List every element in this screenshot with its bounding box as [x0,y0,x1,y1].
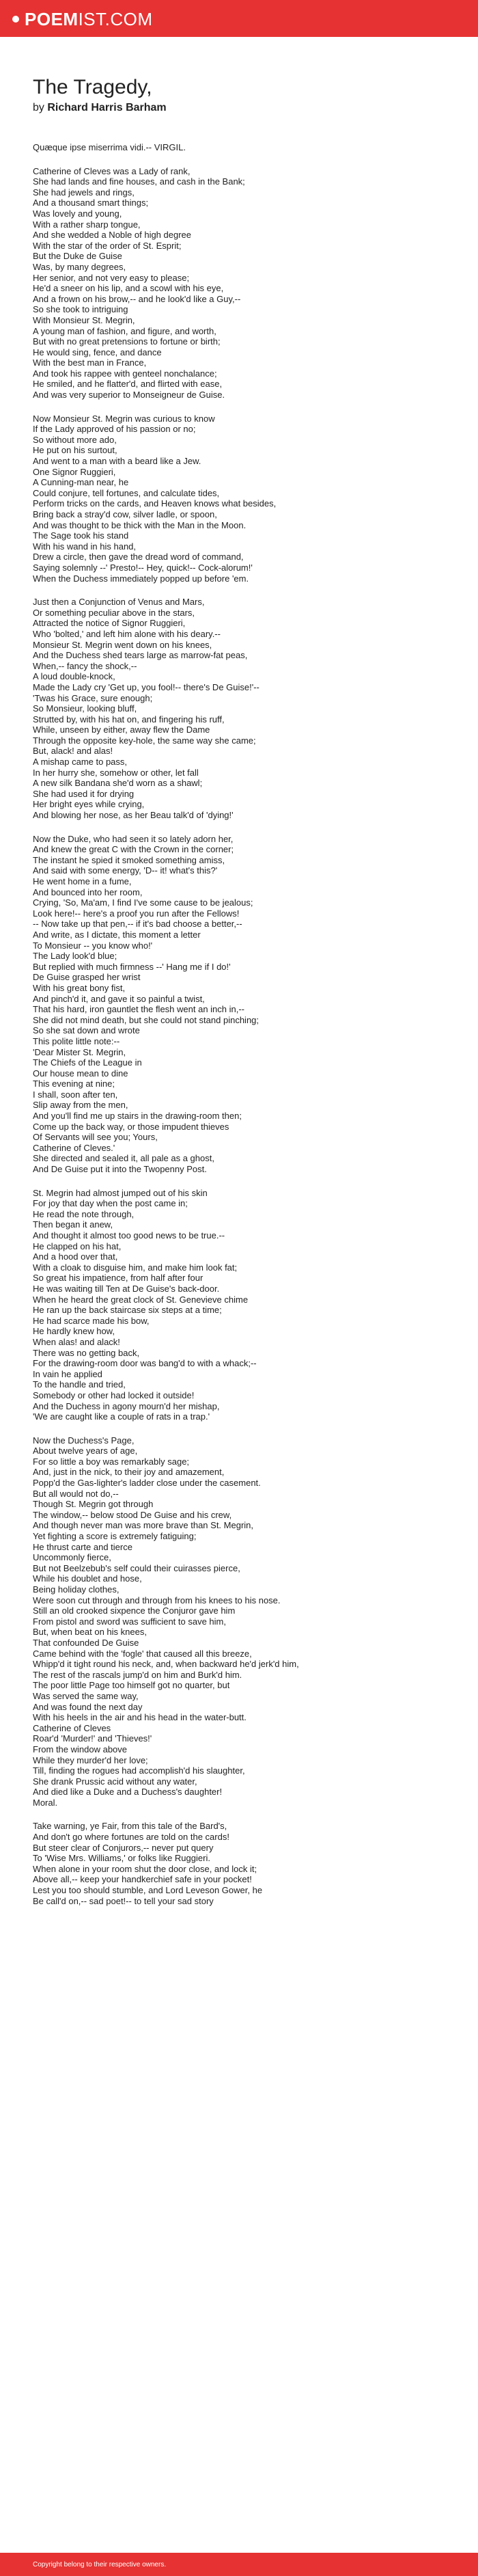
poem-line: He was waiting till Ten at De Guise's back-door. [33,1283,220,1294]
poem-line: De Guise grasped her wrist [33,972,141,983]
poem-line: Whipp'd it tight round his neck, and, when backward he'd jerk'd him, [33,1659,299,1670]
poem-line: But replied with much firmness --' Hang me if I do!' [33,961,231,972]
stanza [33,834,442,1175]
poem-line: I shall, soon after ten, [33,1089,118,1100]
poem-line: So she sat down and wrote [33,1025,140,1036]
poem-line: And write, as I dictate, this moment a letter [33,929,201,940]
poem-line: With the star of the order of St. Esprit; [33,240,182,251]
poem-line: Catherine of Cleves [33,1722,111,1733]
poem-line: Though St. Megrin got through [33,1499,154,1510]
poem-line: While, unseen by either, away flew the Dame [33,724,210,735]
poem-line: For so little a boy was remarkably sage; [33,1456,190,1467]
poem-line: For joy that day when the post came in; [33,1198,188,1209]
poem-line: Crying, 'So, Ma'am, I find I've some cause to be jealous; [33,897,253,908]
poem-line: She drank Prussic acid without any water, [33,1776,197,1787]
poem-line: Then began it anew, [33,1219,113,1230]
poem-byline [33,101,442,115]
poem-line: He would sing, fence, and dance [33,347,162,357]
logo-dot-icon [12,16,19,23]
poem-line: With Monsieur St. Megrin, [33,314,135,325]
poem-line: And blowing her nose, as her Beau talk'd of 'dying!' [33,810,234,821]
poem-line: Attracted the notice of Signor Ruggieri, [33,618,186,629]
poem-line: When he heard the great clock of St. Genevieve chime [33,1294,249,1305]
poem-line: In her hurry she, somehow or other, let fall [33,767,199,778]
poem-line: Our house mean to dine [33,1068,128,1079]
poem-line: But, when beat on his knees, [33,1627,147,1638]
poem-line: In vain he applied [33,1368,102,1379]
poem-title: The Tragedy, [33,76,152,98]
poem-line: And she wedded a Noble of high degree [33,230,192,241]
poem-line: And though never man was more brave than St. Megrin, [33,1520,254,1531]
poem-line: Be call'd on,-- sad poet!-- to tell your sad story [33,1895,214,1906]
poem-line: And was thought to be thick with the Man in the Moon. [33,519,247,530]
poem-line: And the Duchess shed tears large as marrow-fat peas, [33,650,248,661]
poem-line: Were soon cut through and through from his knees to his nose. [33,1595,281,1605]
poem-line: With his great bony fist, [33,982,126,993]
poem-line: There was no getting back, [33,1347,140,1358]
poem-line: He read the note through, [33,1208,135,1219]
poem-line: When the Duchess immediately popped up before 'em. [33,573,249,584]
poem-line: And thought it almost too good news to be true.-- [33,1230,225,1240]
poem-line: He clapped on his hat, [33,1240,122,1251]
poem-line: A new silk Bandana she'd worn as a shawl; [33,778,203,789]
poem-line: With his wand in his hand, [33,541,137,552]
stanza [33,1435,442,1808]
poem-line: So great his impatience, from half after four [33,1273,203,1284]
poem-line: Through the opposite key-hole, the same way she came; [33,735,256,746]
poem-line: When alone in your room shut the door close, and lock it; [33,1863,257,1874]
poem-line: So she took to intriguing [33,304,128,315]
logo-light-text: IST.COM [78,8,153,29]
site-logo[interactable] [12,10,153,29]
poem-line: Slip away from the men, [33,1100,128,1111]
poem-line: And knew the great C with the Crown in the corner; [33,844,234,855]
poem-line: She had lands and fine houses, and cash in the Bank; [33,176,245,187]
poem-line: Quæque ipse miserrima vidi.-- VIRGIL. [33,142,186,152]
poem-line: Strutted by, with his hat on, and fingering his ruff, [33,714,225,724]
poem-line: She did not mind death, but she could not stand pinching; [33,1014,259,1025]
poem-line: From the window above [33,1744,128,1754]
poem-line: Was served the same way, [33,1690,139,1701]
poem-line: Somebody or other had locked it outside! [33,1389,195,1400]
stanza [33,413,442,584]
site-footer [0,2553,478,2576]
poem-line: To Monsieur -- you know who!' [33,940,153,951]
poem-line: That confounded De Guise [33,1637,139,1648]
poem-line: Perform tricks on the cards, and Heaven knows what besides, [33,498,277,509]
poem-line: Roar'd 'Murder!' and 'Thieves!' [33,1733,152,1744]
poem-line: One Signor Ruggieri, [33,466,116,477]
poem-line: Monsieur St. Megrin went down on his knees, [33,639,212,650]
site-header [0,0,478,37]
poem-line: The poor little Page too himself got no quarter, but [33,1680,230,1691]
poem-line: The Sage took his stand [33,530,129,541]
poem-line: For the drawing-room door was bang'd to with a whack;-- [33,1358,257,1369]
poem-line: Now Monsieur St. Megrin was curious to know [33,413,215,424]
poem-line: Look here!-- here's a proof you run after the Fellows! [33,908,240,919]
poem-line: Uncommonly fierce, [33,1552,111,1563]
poem-author[interactable]: Richard Harris Barham [47,102,167,113]
poem-line: A Cunning-man near, he [33,477,129,488]
poem-line: Popp'd the Gas-lighter's ladder close under the casement. [33,1478,261,1489]
logo-bold-text: POEM [25,8,79,29]
poem-line: Being holiday clothes, [33,1584,120,1595]
poem-line: Come up the back way, or those impudent thieves [33,1121,229,1132]
poem-line: And was very superior to Monseigneur de Guise. [33,390,225,401]
poem-line: She directed and sealed it, all pale as a ghost, [33,1153,214,1164]
poem-line: Above all,-- keep your handkerchief safe in your pocket! [33,1874,252,1885]
poem-line: But all would not do,-- [33,1488,119,1499]
poem-line: With the best man in France, [33,357,147,368]
poem-line: She had jewels and rings, [33,187,135,198]
poem-line: But, alack! and alas! [33,746,113,757]
poem-line: He hardly knew how, [33,1326,115,1337]
poem-line: Moral. [33,1797,58,1808]
byline-prefix: by [33,102,44,113]
poem-line: But steer clear of Conjurors,-- never put query [33,1842,214,1853]
poem-line: When alas! and alack! [33,1336,120,1347]
poem-line: Now the Duchess's Page, [33,1435,135,1446]
poem-line: And went to a man with a beard like a Jew. [33,456,201,467]
poem-line: So Monsieur, looking bluff, [33,703,137,714]
poem-body [33,142,442,1906]
poem-line: 'Twas his Grace, sure enough; [33,692,153,703]
poem-line: Catherine of Cleves.' [33,1142,115,1153]
poem-line: And said with some energy, 'D-- it! what's this?' [33,865,218,876]
poem-line: Her senior, and not very easy to please; [33,272,190,283]
poem-line: Yet fighting a score is extremely fatiguing; [33,1531,197,1542]
poem-line: From pistol and sword was sufficient to save him, [33,1616,226,1627]
poem-line: Take warning, ye Fair, from this tale of the Bard's, [33,1821,227,1832]
poem-line: And don't go where fortunes are told on the cards! [33,1832,229,1843]
poem-line: The instant he spied it smoked something amiss, [33,854,225,865]
poem-line: While they murder'd her love; [33,1754,148,1765]
poem-line: With a rather sharp tongue, [33,219,141,230]
poem-line: And De Guise put it into the Twopenny Post. [33,1164,207,1175]
poem-line: And pinch'd it, and gave it so painful a twist, [33,993,205,1004]
poem-line: With a cloak to disguise him, and make him look fat; [33,1262,238,1273]
poem-line: So without more ado, [33,434,117,445]
poem-line: Still an old crooked sixpence the Conjuror gave him [33,1605,236,1616]
poem-line: Could conjure, tell fortunes, and calculate tides, [33,487,220,498]
poem-line: With his heels in the air and his head in the water-butt. [33,1712,247,1723]
poem-line: And bounced into her room, [33,886,143,897]
poem-line: He'd a sneer on his lip, and a scowl with his eye, [33,283,224,294]
poem-line: Bring back a stray'd cow, silver ladle, or spoon, [33,509,217,519]
poem-line: Made the Lady cry 'Get up, you fool!-- there's De Guise!'-- [33,681,259,692]
poem-line: The Chiefs of the League in [33,1057,142,1068]
poem-line: Till, finding the rogues had accomplish'd his slaughter, [33,1765,245,1776]
poem-line: And a thousand smart things; [33,198,149,208]
poem-line: But the Duke de Guise [33,251,122,262]
poem-line: But not Beelzebub's self could their cuirasses pierce, [33,1562,240,1573]
poem-line: He went home in a fume, [33,876,132,886]
poem-line: Or something peculiar above in the stars, [33,607,195,618]
poem-line: He ran up the back staircase six steps at a time; [33,1305,222,1316]
stanza [33,1821,442,1906]
poem-line: The Lady look'd blue; [33,951,117,962]
poem-line: But with no great pretensions to fortune or birth; [33,336,221,347]
poem-line: Was, by many degrees, [33,261,126,272]
poem-line: Just then a Conjunction of Venus and Mars, [33,597,205,608]
poem-line: And was found the next day [33,1701,143,1712]
poem-line: Who 'bolted,' and left him alone with his deary.-- [33,628,221,639]
poem-line: A mishap came to pass, [33,757,128,768]
poem-line: 'We are caught like a couple of rats in a trap.' [33,1411,210,1422]
stanza [33,597,442,820]
poem-line: Was lovely and young, [33,208,122,219]
poem-line: Catherine of Cleves was a Lady of rank, [33,165,191,176]
poem-line: A loud double-knock, [33,671,115,682]
poem-line: A young man of fashion, and figure, and worth, [33,325,216,336]
poem-line: St. Megrin had almost jumped out of his skin [33,1187,208,1198]
poem-line: He smiled, and he flatter'd, and flirted with ease, [33,379,223,390]
poem-line: He put on his surtout, [33,445,117,456]
copyright-text: Copyright belong to their respective owners. [33,2561,167,2568]
poem-line: Her bright eyes while crying, [33,799,145,810]
poem-line: To 'Wise Mrs. Williams,' or folks like Ruggieri. [33,1853,210,1864]
poem-line: And took his rappee with genteel nonchalance; [33,368,217,379]
poem-content [33,75,442,1919]
poem-line: The window,-- below stood De Guise and his crew, [33,1509,232,1520]
poem-line: Now the Duke, who had seen it so lately adorn her, [33,833,234,844]
poem-line: He had scarce made his bow, [33,1315,150,1326]
poem-line: And the Duchess in agony mourn'd her mishap, [33,1400,220,1411]
poem-line: This evening at nine; [33,1079,115,1089]
poem-line: He thrust carte and tierce [33,1541,132,1552]
poem-line: And a hood over that, [33,1251,118,1262]
poem-line: And died like a Duke and a Duchess's daughter! [33,1787,223,1798]
poem-line: And, just in the nick, to their joy and amazement, [33,1467,225,1478]
poem-line: Came behind with the 'fogle' that caused all this breeze, [33,1648,252,1659]
stanza [33,166,442,401]
poem-line: If the Lady approved of his passion or no; [33,424,196,435]
poem-line: While his doublet and hose, [33,1573,142,1584]
poem-line: About twelve years of age, [33,1446,138,1456]
stanza [33,142,442,153]
poem-line: And a frown on his brow,-- and he look'd like a Guy,-- [33,293,241,304]
poem-line: That his hard, iron gauntlet the flesh went an inch in,-- [33,1004,245,1015]
poem-line: The rest of the rascals jump'd on him and Burk'd him. [33,1669,242,1680]
poem-line: Of Servants will see you; Yours, [33,1132,158,1143]
poem-line: This polite little note:-- [33,1035,120,1046]
poem-line: 'Dear Mister St. Megrin, [33,1046,126,1057]
poem-line: Lest you too should stumble, and Lord Leveson Gower, he [33,1885,263,1896]
poem-line: Drew a circle, then gave the dread word of command, [33,552,244,562]
poem-line: And you'll find me up stairs in the drawing-room then; [33,1111,242,1122]
poem-line: To the handle and tried, [33,1379,126,1390]
poem-line: -- Now take up that pen,-- if it's bad choose a better,-- [33,919,242,930]
poem-line: She had used it for drying [33,788,135,799]
stanza [33,1188,442,1422]
poem-line: When,-- fancy the shock,-- [33,660,137,671]
poem-line: Saying solemnly --' Presto!-- Hey, quick!-- Cock-alorum!' [33,562,253,573]
